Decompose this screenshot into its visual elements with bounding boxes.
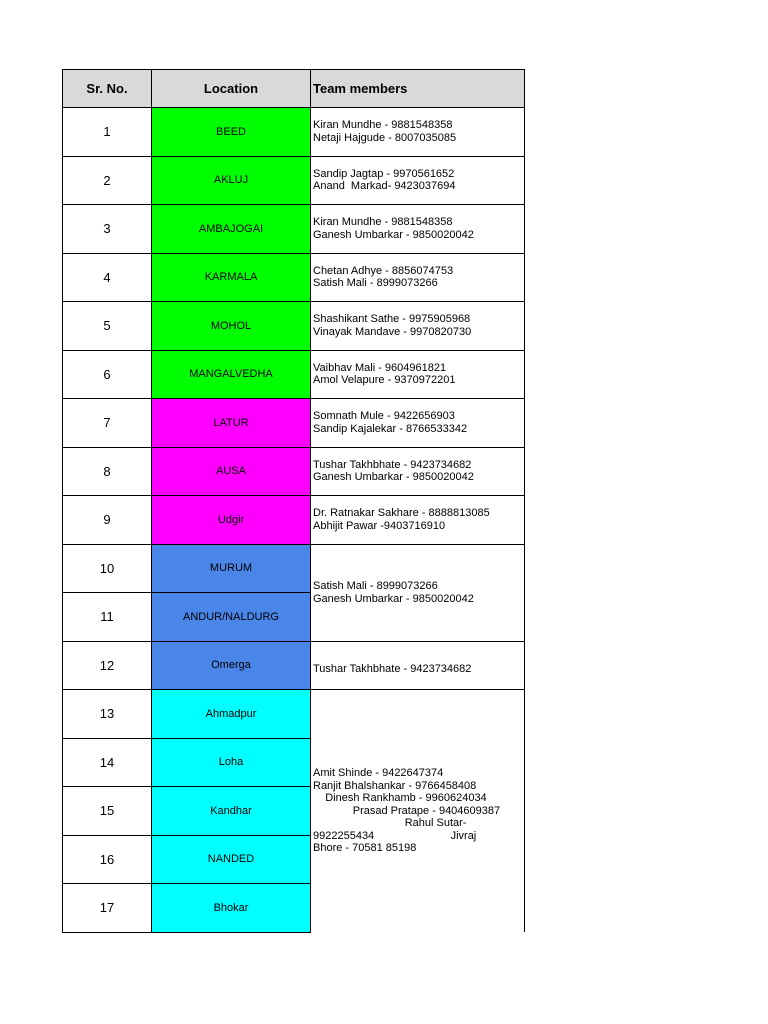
location-cell: MANGALVEDHA: [152, 350, 311, 399]
location-cell: KARMALA: [152, 253, 311, 302]
location-cell: AUSA: [152, 447, 311, 496]
team-members-block: Amit Shinde - 9422647374 Ranjit Bhalshankar - 9766458408 Dinesh Rankhamb - 9960624034 Prasad Pratape - 9404609387 Rahul Sutar- 9922255434 Jivraj Bhore - 70581 85198: [313, 767, 501, 855]
team-member-line: Sandip Kajalekar - 8766533342: [313, 422, 468, 435]
sr-no-cell: 17: [63, 884, 152, 933]
table-row: [63, 253, 525, 302]
team-member-line: Netaji Hajgude - 8007035085: [313, 131, 457, 144]
team-member-line: Sandip Jagtap - 9970561652: [313, 167, 455, 180]
team-member-line: Kiran Mundhe - 9881548358: [313, 119, 453, 132]
table-row: [63, 447, 525, 496]
team-member-line: Shashikant Sathe - 9975905968: [313, 313, 471, 326]
team-member-line: Somnath Mule - 9422656903: [313, 410, 455, 423]
sr-no-cell: 8: [63, 447, 152, 496]
table-row: [63, 350, 525, 399]
team-members-table: [62, 69, 525, 933]
team-members-cell: [311, 350, 525, 399]
team-member-line: Chetan Adhye - 8856074753: [313, 264, 454, 277]
location-cell: BEED: [152, 108, 311, 157]
sr-no-cell: 11: [63, 593, 152, 642]
sr-no-cell: 7: [63, 399, 152, 448]
table-row: [63, 302, 525, 351]
team-members-cell: [311, 496, 525, 545]
team-member-line: Amol Velapure - 9370972201: [313, 374, 456, 387]
location-cell: Kandhar: [152, 787, 311, 836]
team-member-line: Ganesh Umbarkar - 9850020042: [313, 228, 474, 241]
table-row: [63, 205, 525, 254]
location-cell: MURUM: [152, 544, 311, 593]
team-member-line: Tushar Takhbhate - 9423734682: [313, 663, 472, 675]
team-member-line: Tushar Takhbhate - 9423734682: [313, 458, 472, 471]
team-member-line: Dr. Ratnakar Sakhare - 8888813085: [313, 507, 490, 520]
table-row: [63, 399, 525, 448]
sr-no-cell: 1: [63, 108, 152, 157]
team-members-cell: [311, 253, 525, 302]
sr-no-cell: 6: [63, 350, 152, 399]
team-member-line: Abhijit Pawar -9403716910: [313, 519, 446, 532]
sr-no-cell: 16: [63, 835, 152, 884]
header-location: Location: [152, 70, 311, 108]
team-member-line: Ganesh Umbarkar - 9850020042: [313, 592, 474, 605]
location-cell: Loha: [152, 738, 311, 787]
sr-no-cell: 4: [63, 253, 152, 302]
team-member-line: Vaibhav Mali - 9604961821: [313, 361, 447, 374]
table-row: [63, 641, 525, 690]
table-row: [63, 544, 525, 593]
sr-no-cell: 3: [63, 205, 152, 254]
team-members-cell: [311, 205, 525, 254]
team-member-line: Ganesh Umbarkar - 9850020042: [313, 471, 474, 484]
team-members-cell: [311, 544, 525, 641]
team-member-line: Kiran Mundhe - 9881548358: [313, 216, 453, 229]
location-cell: LATUR: [152, 399, 311, 448]
location-cell: Ahmadpur: [152, 690, 311, 739]
sr-no-cell: 9: [63, 496, 152, 545]
team-member-line: Anand Markad- 9423037694: [313, 180, 456, 193]
sr-no-cell: 15: [63, 787, 152, 836]
location-cell: Omerga: [152, 641, 311, 690]
header-row: [63, 70, 525, 108]
table-row: [63, 690, 525, 739]
location-cell: Bhokar: [152, 884, 311, 933]
team-members-cell: [311, 447, 525, 496]
sr-no-cell: 10: [63, 544, 152, 593]
sr-no-cell: 12: [63, 641, 152, 690]
location-cell: Udgir: [152, 496, 311, 545]
team-member-line: Satish Mali - 8999073266: [313, 277, 438, 290]
location-cell: AKLUJ: [152, 156, 311, 205]
team-members-cell: [311, 690, 525, 933]
team-members-cell: [311, 399, 525, 448]
table-row: [63, 156, 525, 205]
team-members-cell: [311, 108, 525, 157]
header-sr-no: Sr. No.: [63, 70, 152, 108]
team-members-cell: [311, 156, 525, 205]
location-cell: AMBAJOGAI: [152, 205, 311, 254]
team-member-line: Vinayak Mandave - 9970820730: [313, 325, 472, 338]
sr-no-cell: 13: [63, 690, 152, 739]
sr-no-cell: 2: [63, 156, 152, 205]
table-row: [63, 496, 525, 545]
location-cell: MOHOL: [152, 302, 311, 351]
header-team-members: Team members: [311, 70, 525, 108]
sr-no-cell: 5: [63, 302, 152, 351]
location-cell: ANDUR/NALDURG: [152, 593, 311, 642]
sr-no-cell: 14: [63, 738, 152, 787]
location-cell: NANDED: [152, 835, 311, 884]
team-member-line: Satish Mali - 8999073266: [313, 580, 438, 592]
team-members-cell: [311, 641, 525, 690]
team-members-cell: [311, 302, 525, 351]
table-row: [63, 108, 525, 157]
